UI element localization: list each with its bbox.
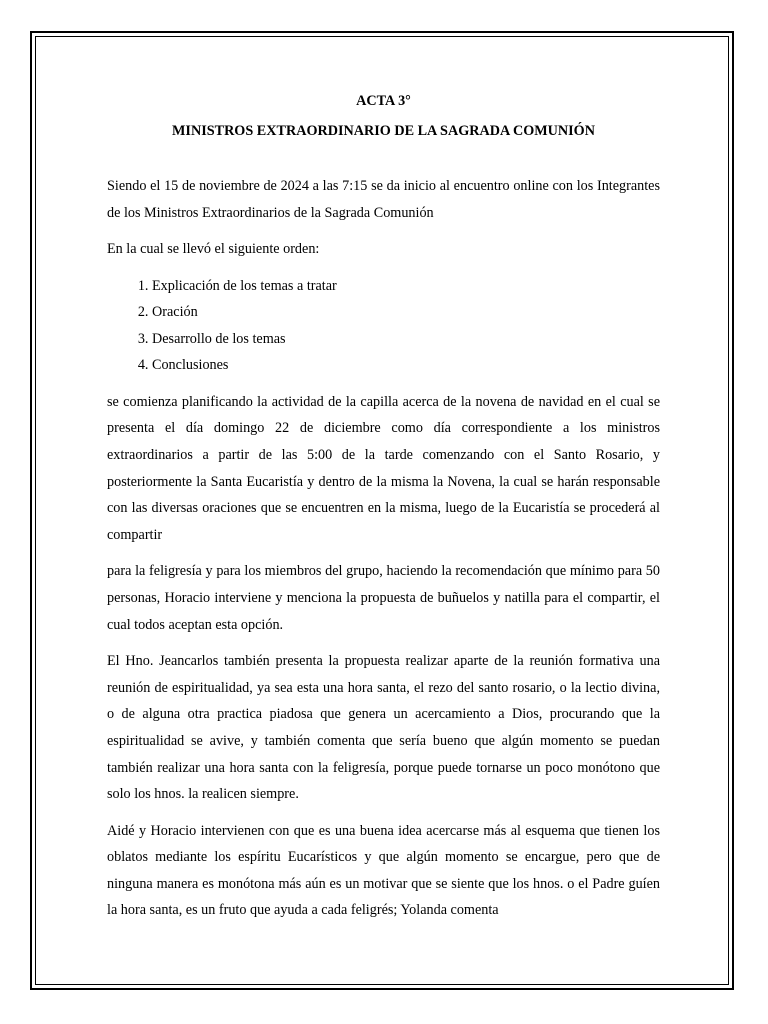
agenda-list (107, 273, 660, 379)
body-paragraph: para la feligresía y para los miembros del grupo, haciendo la recomendación que mínimo para 50 personas, Horacio interviene y menciona la propuesta de buñuelos y natilla para el compartir, el cual todos aceptan esta opción. (107, 563, 660, 633)
agenda-item: 4. Conclusiones (152, 352, 660, 379)
agenda-item: 1. Explicación de los temas a tratar (152, 273, 660, 300)
agenda-item: 3. Desarrollo de los temas (152, 326, 660, 353)
document-title: ACTA 3° (356, 93, 411, 109)
document-body (107, 90, 660, 924)
body-paragraph: El Hno. Jeancarlos también presenta la propuesta realizar aparte de la reunión formativa una reunión de espiritualidad, ya sea esta una hora santa, el rezo del santo rosario, o la lectio divina, o de alguna otra practica piadosa que genera un acercamiento a Dios, procurando que la espiritualidad se avive, y también comenta que sería bueno que algún momento se puedan también realizar una hora santa con la feligresía, porque puede tornarse un poco monótono que solo los hnos. la realicen siempre. (107, 653, 660, 803)
document-subtitle: MINISTROS EXTRAORDINARIO DE LA SAGRADA COMUNIÓN (172, 123, 595, 139)
order-intro: En la cual se llevó el siguiente orden: (107, 241, 320, 258)
agenda-item: 2. Oración (152, 299, 660, 326)
body-paragraph: se comienza planificando la actividad de la capilla acerca de la novena de navidad en el cual se presenta el día domingo 22 de diciembre como día correspondiente a los ministros extraordinarios a partir de las 5:00 de la tarde comenzando con el Santo Rosario, y posteriormente la Santa Eucaristía y dentro de la misma la Novena, la cual se harán responsable con las diversas oraciones que se encuentren en la misma, luego de la Eucaristía se procederá al compartir (107, 393, 660, 543)
body-paragraph: Aidé y Horacio intervienen con que es una buena idea acercarse más al esquema que tienen los oblatos mediante los espíritu Eucarísticos y que algún momento se encargue, pero que de ninguna manera es monótona más aún es un motivar que se siente que los hnos. o el Padre guíen la hora santa, es un fruto que ayuda a cada feligrés; Yolanda comenta (107, 822, 660, 919)
intro-paragraph: Siendo el 15 de noviembre de 2024 a las 7:15 se da inicio al encuentro online con los Integrantes de los Ministros Extraordinarios de la Sagrada Comunión (107, 178, 660, 221)
